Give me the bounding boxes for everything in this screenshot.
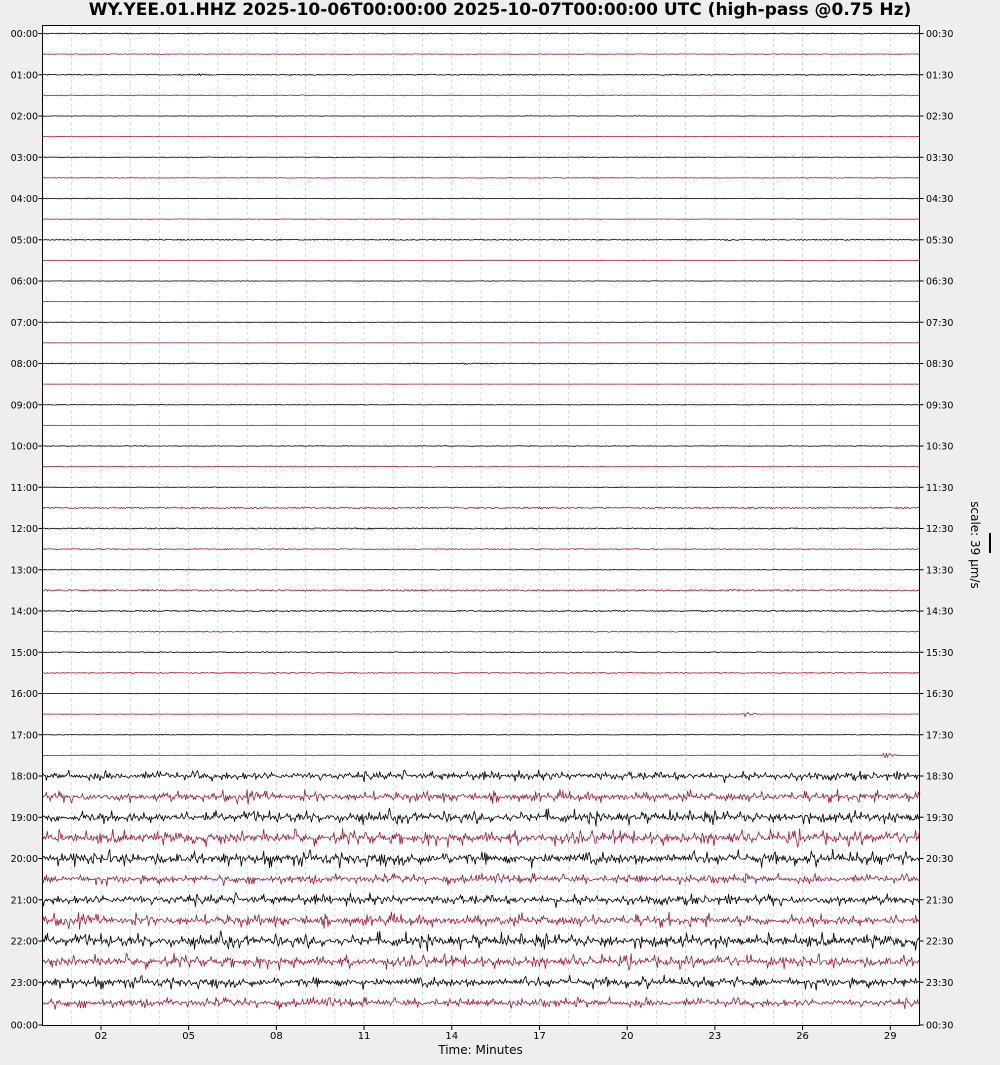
- y-tick-label-left: 20:00: [10, 854, 38, 865]
- y-tick-label-right: 06:30: [926, 276, 954, 288]
- x-tick-label: 14: [445, 1031, 459, 1042]
- x-tick-label: 05: [182, 1031, 196, 1042]
- y-tick-label-left: 16:00: [10, 689, 38, 700]
- x-tick-label: 11: [357, 1031, 371, 1042]
- y-tick-label-right: 13:30: [926, 565, 954, 577]
- y-tick-label-left: 06:00: [10, 276, 38, 288]
- x-tick-label: 29: [883, 1031, 897, 1042]
- y-tick-label-right: 03:30: [926, 152, 954, 164]
- y-tick-label-right: 09:30: [926, 400, 954, 412]
- y-tick-label-left: 03:00: [10, 152, 38, 164]
- y-tick-label-left: 04:00: [10, 194, 38, 205]
- y-tick-label-right: 17:30: [926, 730, 954, 742]
- y-tick-label-right: 14:30: [926, 606, 954, 618]
- y-tick-label-left: 12:00: [10, 524, 38, 535]
- y-tick-label-left: 15:00: [10, 647, 38, 659]
- y-tick-label-right: 04:30: [926, 194, 954, 205]
- y-tick-label-right: 00:30: [926, 29, 954, 40]
- x-tick-label: 17: [533, 1031, 546, 1042]
- scale-label: scale: 39 µm/s: [968, 501, 982, 589]
- y-tick-label-left: 05:00: [10, 235, 38, 247]
- y-tick-label-left: 23:00: [10, 977, 38, 989]
- y-tick-label-left: 18:00: [10, 771, 38, 783]
- scale-bar: [989, 533, 991, 553]
- y-tick-label-left: 10:00: [10, 441, 38, 453]
- y-tick-label-right: 08:30: [926, 359, 954, 370]
- y-tick-label-left: 14:00: [10, 606, 38, 618]
- y-tick-label-left: 00:00: [10, 1020, 38, 1032]
- y-tick-label-left: 21:00: [10, 895, 38, 907]
- y-tick-label-right: 07:30: [926, 317, 954, 329]
- x-tick-label: 08: [269, 1031, 283, 1042]
- y-tick-label-right: 02:30: [926, 111, 954, 123]
- y-tick-label-left: 19:00: [10, 812, 38, 824]
- chart-title: WY.YEE.01.HHZ 2025-10-06T00:00:00 2025-10-07T00:00:00 UTC (high-pass @0.75 Hz): [88, 0, 912, 20]
- y-tick-label-left: 17:00: [10, 730, 38, 742]
- x-axis-label: Time: Minutes: [438, 1043, 523, 1057]
- y-tick-label-right: 11:30: [926, 482, 954, 494]
- y-tick-label-right: 21:30: [926, 895, 954, 907]
- x-tick-label: 20: [620, 1031, 634, 1042]
- y-tick-label-left: 02:00: [10, 111, 38, 123]
- y-tick-label-right: 19:30: [926, 812, 954, 824]
- y-tick-label-right: 15:30: [926, 647, 954, 659]
- x-tick-label: 02: [94, 1031, 108, 1042]
- y-tick-label-right: 10:30: [926, 441, 954, 453]
- y-tick-label-left: 08:00: [10, 359, 38, 370]
- y-tick-label-right: 22:30: [926, 936, 954, 948]
- y-tick-label-left: 07:00: [10, 317, 38, 329]
- y-tick-label-left: 13:00: [10, 565, 38, 577]
- x-tick-label: 26: [796, 1031, 809, 1042]
- y-tick-label-left: 09:00: [10, 400, 38, 412]
- y-tick-label-left: 22:00: [10, 936, 38, 948]
- trace-line: [43, 570, 920, 571]
- y-tick-label-left: 00:00: [10, 29, 38, 40]
- y-tick-label-right: 20:30: [926, 854, 954, 865]
- y-tick-label-right: 00:30: [926, 1020, 954, 1032]
- y-tick-label-right: 01:30: [926, 70, 954, 82]
- y-tick-label-right: 18:30: [926, 771, 954, 783]
- y-tick-label-right: 16:30: [926, 689, 954, 700]
- x-tick-label: 23: [708, 1031, 722, 1042]
- y-tick-label-right: 05:30: [926, 235, 954, 247]
- y-tick-label-left: 01:00: [10, 70, 38, 82]
- y-tick-label-right: 12:30: [926, 524, 954, 535]
- y-tick-label-right: 23:30: [926, 977, 954, 989]
- y-tick-label-left: 11:00: [10, 482, 38, 494]
